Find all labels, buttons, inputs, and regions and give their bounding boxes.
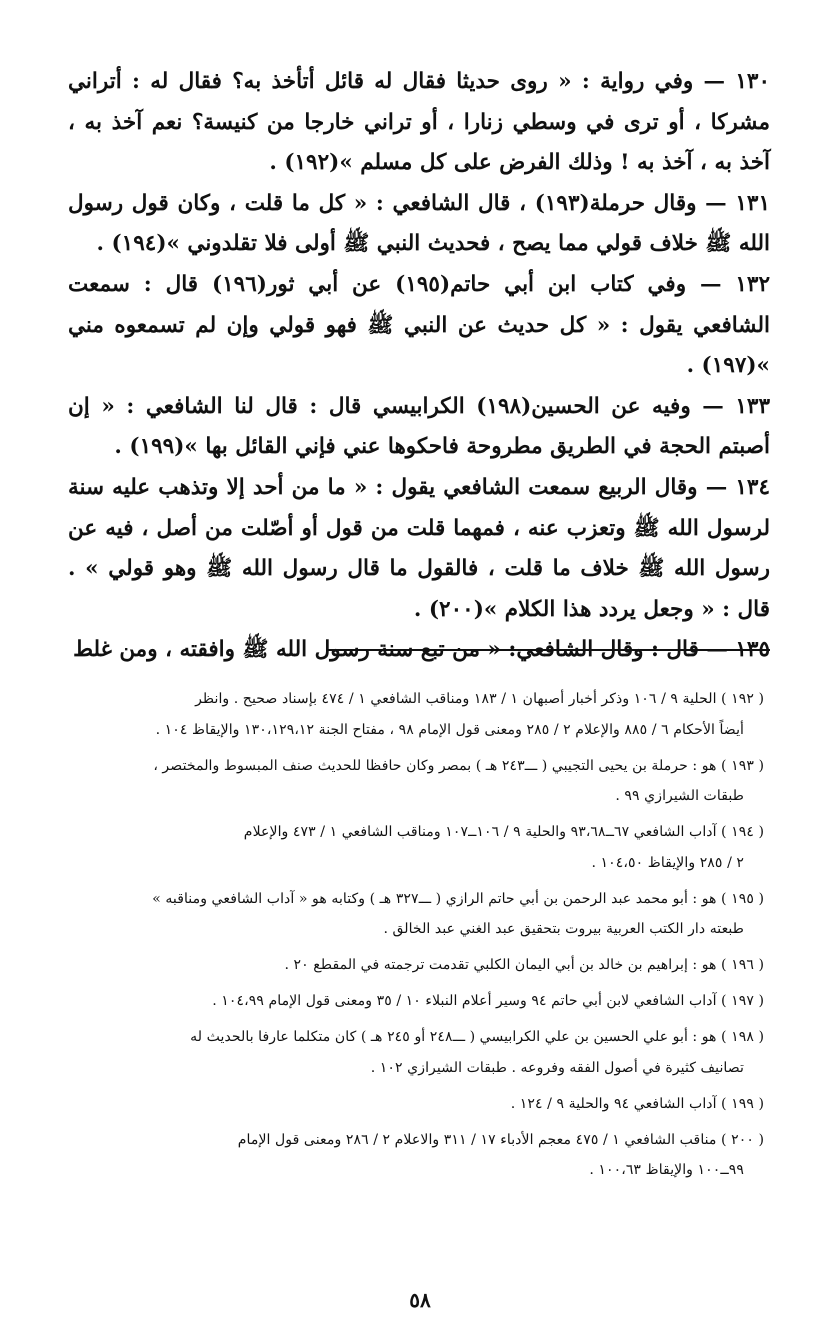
footnote-194 — [70, 817, 764, 878]
footnote-text: ( ١٩٦ ) هو : إبراهيم بن خالد بن أبي اليمان الكلبي تقدمت ترجمته في المقطع ٢٠ . — [284, 957, 764, 973]
footnote-text: ( ١٩٤ ) آداب الشافعي ٦٧ــ٩٣،٦٨ والحلية ٩ / ١٠٦ــ١٠٧ ومناقب الشافعي ١ / ٤٧٣ والإعلام — [243, 824, 764, 840]
footnote-198 — [70, 1022, 764, 1083]
footnote-continuation: ٩٩ــ١٠٠ والإيقاظ ١٠٠،٦٣ . — [589, 1162, 744, 1178]
footnote-200 — [70, 1125, 764, 1186]
footnote-199 — [70, 1089, 764, 1120]
main-text — [68, 62, 770, 671]
footnote-text: ( ١٩٢ ) الحلية ٩ / ١٠٦ وذكر أخبار أصبهان ١ / ١٨٣ ومناقب الشافعي ١ / ٤٧٤ بإسناد صحيح . وانظر — [195, 691, 764, 707]
footnote-text: ( ١٩٧ ) آداب الشافعي لابن أبي حاتم ٩٤ وسير أعلام النبلاء ١٠ / ٣٥ ومعنى قول الإمام ١٠٤،٩٩ . — [212, 993, 764, 1009]
paragraph-131: ١٣١ — وقال حرملة(١٩٣) ، قال الشافعي : « كل ما قلت ، وكان قول رسول الله ﷺ خلاف قولي مما يصح ، فحديث النبي ﷺ أولى فلا تقلدوني »(١٩٤) . — [68, 190, 771, 257]
paragraph-134: ١٣٤ — وقال الربيع سمعت الشافعي يقول : « ما من أحد إلا وتذهب عليه سنة لرسول الله ﷺ وتعزب عنه ، فمهما قلت من قول أو أصّلت من أصل ، فيه عن رسول الله ﷺ خلاف ما قلت ، فالقول ما قال رسول الله ﷺ وهو قولي » . قال : « وجعل يردد هذا الكلام »(٢٠٠) . — [68, 474, 770, 622]
page-number: ٥٨ — [409, 1288, 431, 1312]
footnote-text: ( ١٩٥ ) هو : أبو محمد عبد الرحمن بن أبي حاتم الرازي ( ـــ٣٢٧ هـ ) وكتابه هو « آداب الشافعي ومناقبه » — [152, 890, 764, 907]
footnotes — [70, 684, 764, 1191]
paragraph-130: ١٣٠ — وفي رواية : « روى حديثا فقال له قائل أتأخذ به؟ فقال له : أتراني مشركا ، أو ترى في وسطي زنارا ، أو تراني خارجا من كنيسة؟ نعم آخذ به ، آخذ به ، آخذ به ! وذلك الفرض على كل مسلم »(١٩٢) . — [68, 69, 770, 176]
paragraph-132: ١٣٢ — وفي كتاب ابن أبي حاتم(١٩٥) عن أبي ثور(١٩٦) قال : سمعت الشافعي يقول : « كل حديث عن النبي ﷺ فهو قولي وإن لم تسمعوه مني »(١٩٧) . — [68, 271, 770, 379]
footnote-text: ( ١٩٩ ) آداب الشافعي ٩٤ والحلية ٩ / ١٢٤ . — [510, 1095, 764, 1112]
footnote-text: ( ٢٠٠ ) مناقب الشافعي ١ / ٤٧٥ معجم الأدباء ١٧ / ٣١١ والاعلام ٢ / ٢٨٦ ومعنى قول الإمام — [237, 1131, 764, 1148]
footnote-197 — [70, 986, 764, 1017]
footnote-continuation: طبعته دار الكتب العربية بيروت بتحقيق عبد الغني عبد الخالق . — [383, 921, 744, 937]
footnote-continuation: ٢ / ٢٨٥ والإيقاظ ١٠٤،٥٠ . — [591, 854, 744, 871]
footnote-195 — [70, 884, 764, 945]
footnote-separator — [328, 649, 770, 651]
paragraph-135: ١٣٥ — قال : وقال الشافعي: « من تبع سنة رسول الله ﷺ وافقته ، ومن غلط — [73, 637, 770, 663]
footnote-192 — [70, 684, 764, 745]
footnote-text: ( ١٩٨ ) هو : أبو علي الحسين بن علي الكرابيسي ( ـــ٢٤٨ أو ٢٤٥ هـ ) كان متكلما عارفا بالحديث له — [190, 1029, 764, 1045]
footnote-continuation: طبقات الشيرازي ٩٩ . — [615, 788, 744, 804]
footnote-196 — [70, 950, 764, 981]
footnote-text: ( ١٩٣ ) هو : حرملة بن يحيى التجيبي ( ـــ٢٤٣ هـ ) بمصر وكان حافظا للحديث صنف المبسوط والمختصر ، — [153, 757, 764, 774]
paragraph-133: ١٣٣ — وفيه عن الحسين(١٩٨) الكرابيسي قال : قال لنا الشافعي : « إن أصبتم الحجة في الطريق مطروحة فاحكوها عني فإني القائل بها »(١٩٩) . — [68, 393, 771, 460]
footnote-193 — [70, 751, 764, 812]
footnote-continuation: أيضاً الأحكام ٦ / ٨٨٥ والإعلام ٢ / ٢٨٥ ومعنى قول الإمام ٩٨ ، مفتاح الجنة ١٣٠،١٢٩،١٢ والإيقاظ ١٠٤ . — [155, 721, 744, 738]
footnote-continuation: تصانيف كثيرة في أصول الفقه وفروعه . طبقات الشيرازي ١٠٢ . — [370, 1059, 744, 1076]
